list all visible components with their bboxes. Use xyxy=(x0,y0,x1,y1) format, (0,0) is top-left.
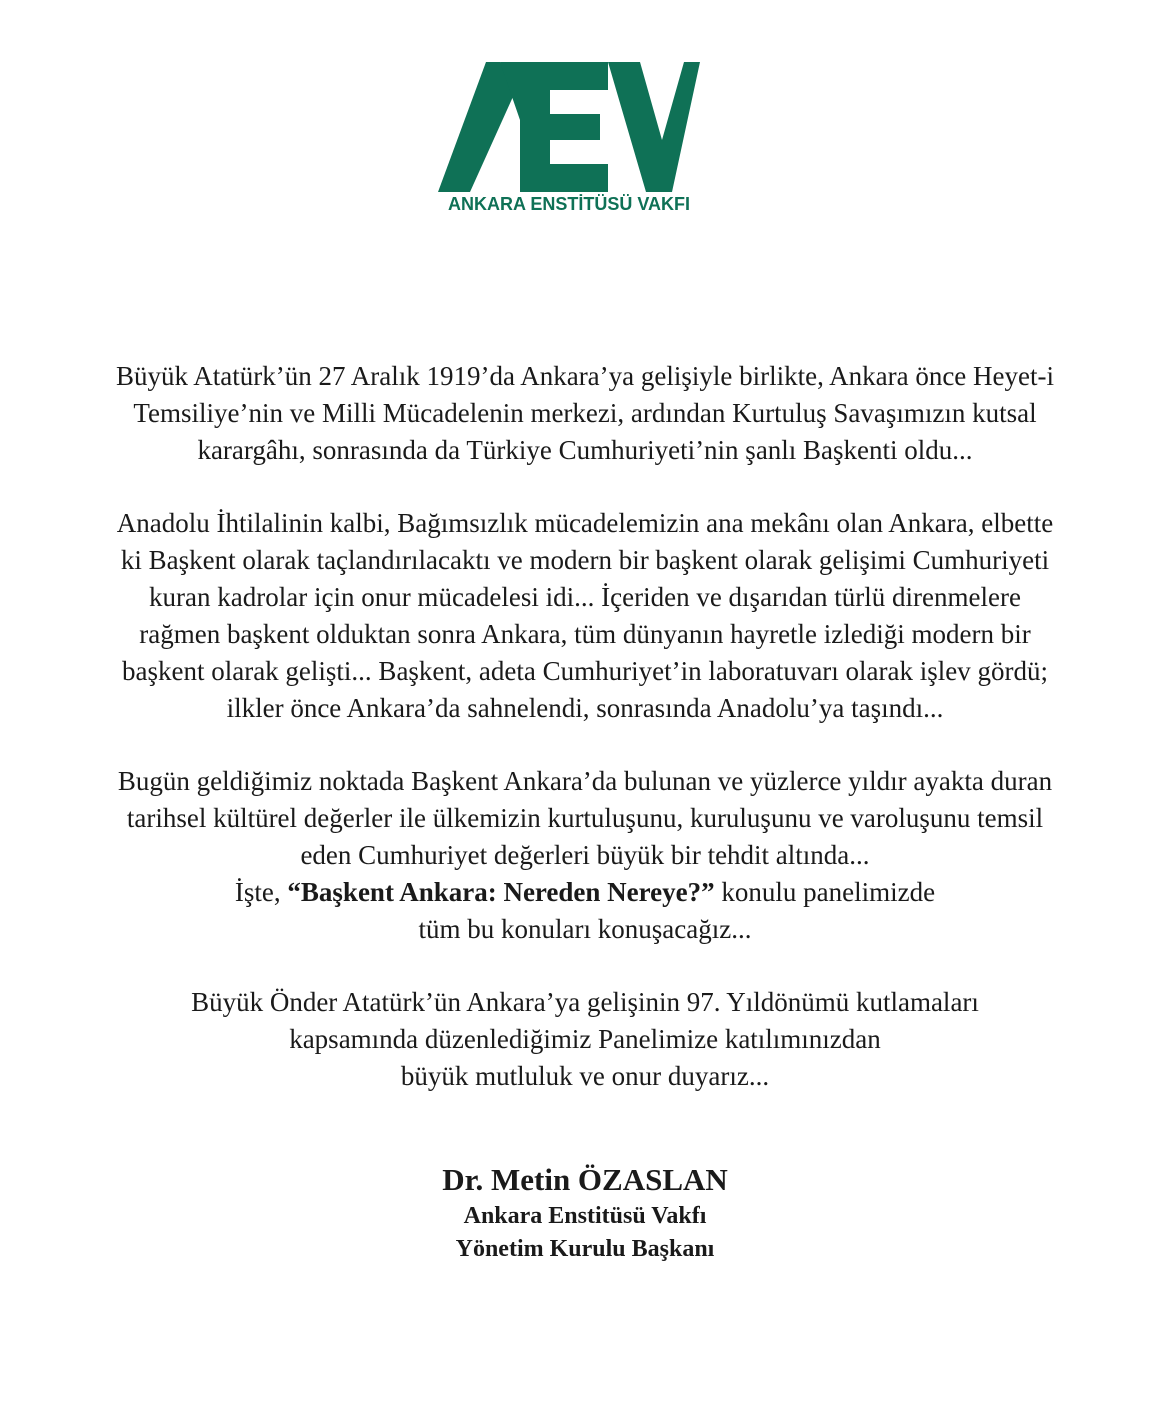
highlight-prefix: İşte, xyxy=(234,877,288,907)
text-line: Bugün geldiğimiz noktada Başkent Ankara’da bulunan ve yüzlerce yıldır ayakta duran xyxy=(117,766,1053,796)
text-line: kuran kadrolar için onur mücadelesi idi... İçeriden ve dışarıdan türlü direnmelere xyxy=(149,582,1021,612)
text-line: rağmen başkent olduktan sonra Ankara, tüm dünyanın hayretle izlediği modern bir xyxy=(139,619,1031,649)
paragraph-3 xyxy=(0,763,1170,948)
signature-block xyxy=(0,1160,1170,1266)
logo-caption: ANKARA ENSTİTÜSÜ VAKFI xyxy=(448,194,690,214)
text-line: Büyük Atatürk’ün 27 Aralık 1919’da Ankara’ya gelişiyle birlikte, Ankara önce Heyet-i xyxy=(116,361,1054,391)
paragraph-4 xyxy=(0,984,1170,1095)
aev-logo-mark-icon xyxy=(438,62,700,192)
text-line: başkent olarak gelişti... Başkent, adeta Cumhuriyet’in laboratuvarı olarak işlev gördü; xyxy=(122,656,1048,686)
text-line: tüm bu konuları konuşacağız... xyxy=(418,914,752,944)
paragraph-1 xyxy=(0,358,1170,469)
signatory-organization: Ankara Enstitüsü Vakfı xyxy=(463,1203,707,1229)
panel-title: “Başkent Ankara: Nereden Nereye?” xyxy=(287,877,715,907)
foundation-logo xyxy=(438,62,700,218)
text-line: karargâhı, sonrasında da Türkiye Cumhuriyeti’nin şanlı Başkenti oldu... xyxy=(197,435,973,465)
text-line: Temsiliye’nin ve Milli Mücadelenin merkezi, ardından Kurtuluş Savaşımızın kutsal xyxy=(133,398,1037,428)
signatory-name: Dr. Metin ÖZASLAN xyxy=(442,1162,728,1197)
highlight-suffix: konulu panelimizde xyxy=(714,877,936,907)
text-line: ki Başkent olarak taçlandırılacaktı ve modern bir başkent olarak gelişimi Cumhuriyeti xyxy=(120,545,1050,575)
text-line: kapsamında düzenlediğimiz Panelimize katılımınızdan xyxy=(289,1024,881,1054)
signatory-title: Yönetim Kurulu Başkanı xyxy=(455,1236,715,1262)
text-line: büyük mutluluk ve onur duyarız... xyxy=(400,1061,770,1091)
paragraph-2 xyxy=(0,505,1170,727)
text-line: ilkler önce Ankara’da sahnelendi, sonrasında Anadolu’ya taşındı... xyxy=(226,693,944,723)
text-line: eden Cumhuriyet değerleri büyük bir tehdit altında... xyxy=(300,840,870,870)
highlight-line xyxy=(0,874,1170,911)
text-line: Büyük Önder Atatürk’ün Ankara’ya gelişinin 97. Yıldönümü kutlamaları xyxy=(191,987,979,1017)
text-line: tarihsel kültürel değerler ile ülkemizin kurtuluşunu, kuruluşunu ve varoluşunu temsil xyxy=(126,803,1044,833)
text-line: Anadolu İhtilalinin kalbi, Bağımsızlık mücadelemizin ana mekânı olan Ankara, elbette xyxy=(116,508,1054,538)
letter-body xyxy=(0,358,1170,1131)
